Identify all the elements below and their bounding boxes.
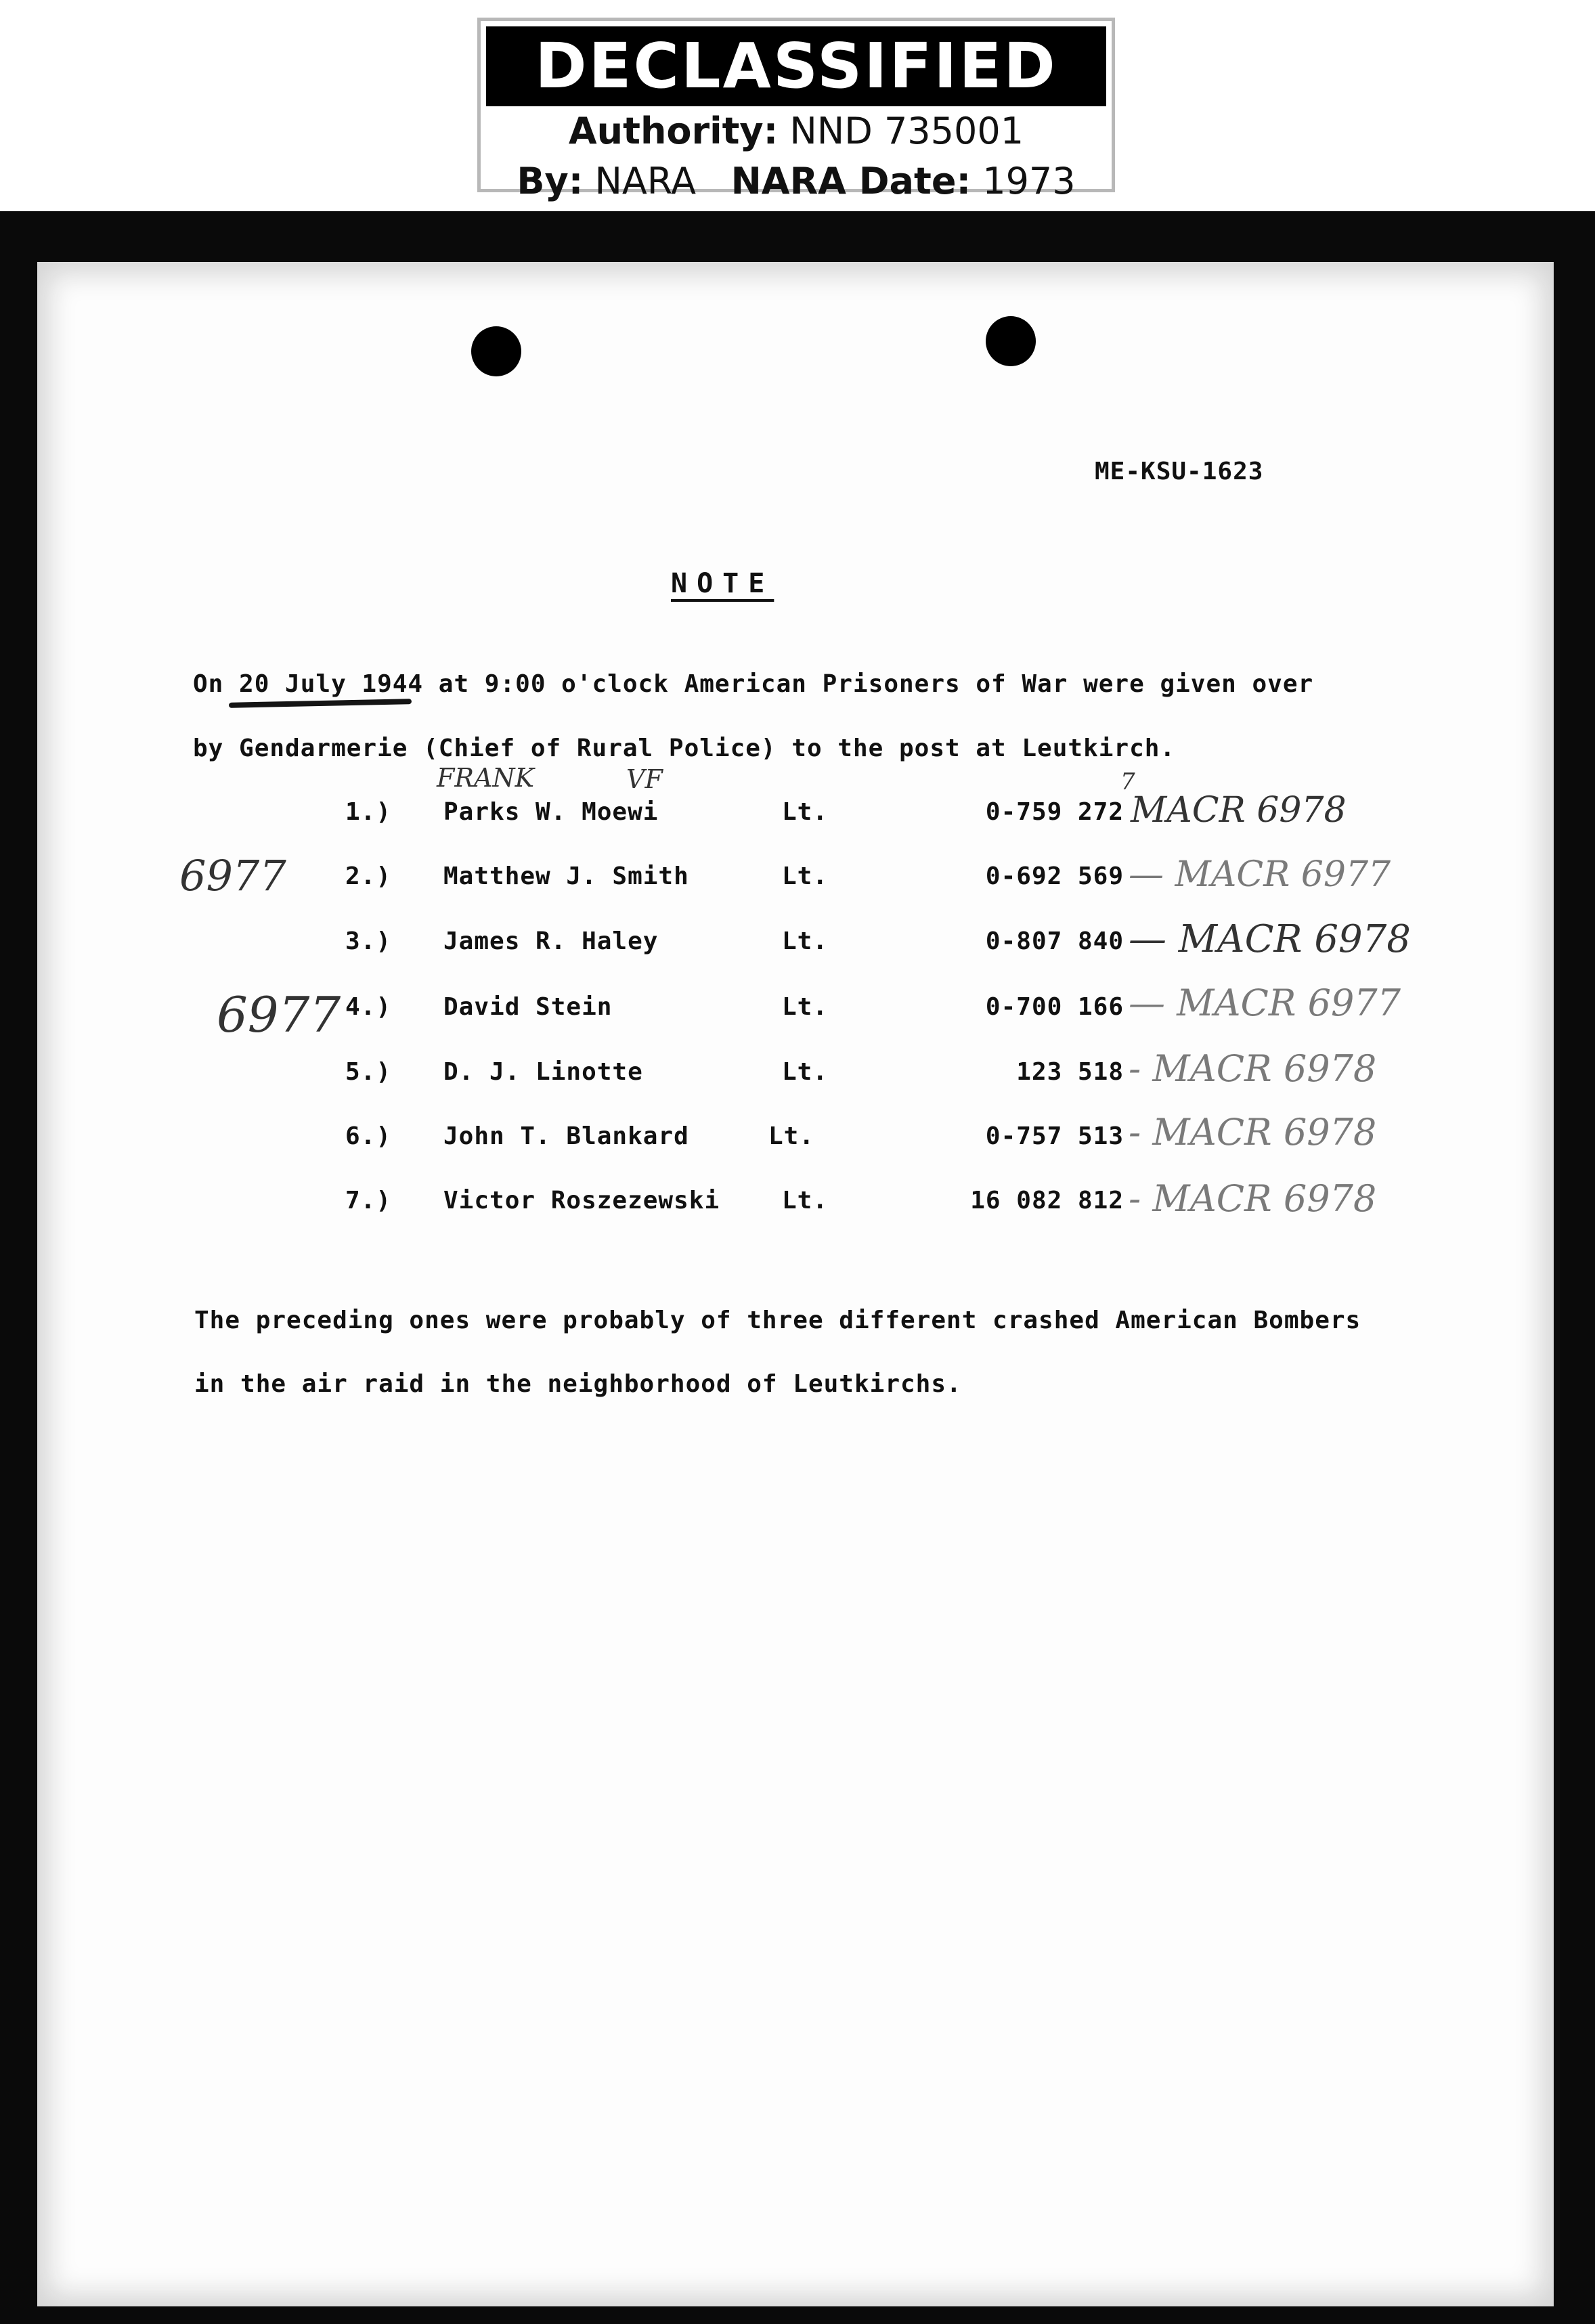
stamp-title: DECLASSIFIED — [486, 26, 1106, 106]
scan-frame — [0, 211, 1595, 2324]
stamp-authority-label: Authority: — [568, 110, 779, 152]
prisoner-serial: 0-692 569 — [985, 862, 1124, 890]
handwritten-initials: VF — [626, 764, 663, 794]
paragraph-1-line-2: by Gendarmerie (Chief of Rural Police) to the post at Leutkirch. — [193, 735, 1176, 762]
prisoner-name: Victor Roszezewski — [443, 1187, 720, 1214]
row-number: 7.) — [345, 1187, 392, 1214]
row-number: 5.) — [345, 1058, 392, 1086]
paragraph-2-line-2: in the air raid in the neighborhood of Leutkirchs. — [194, 1370, 962, 1398]
row-number: 1.) — [345, 798, 392, 826]
prisoner-serial: 123 518 — [1016, 1058, 1124, 1086]
prisoner-rank: Lt. — [782, 862, 829, 890]
punch-hole — [986, 316, 1036, 366]
prisoner-name: D. J. Linotte — [443, 1058, 643, 1086]
document-page — [37, 262, 1554, 2306]
prisoner-rank: Lt. — [782, 1187, 829, 1214]
prisoner-serial: 0-759 272 — [985, 798, 1124, 826]
stamp-by-line — [481, 160, 1112, 202]
prisoner-rank: Lt. — [782, 993, 829, 1021]
prisoner-serial: 0-807 840 — [985, 927, 1124, 955]
prisoner-serial: 0-700 166 — [985, 993, 1124, 1021]
row-number: 3.) — [345, 927, 392, 955]
prisoner-name: Parks W. Moewi — [443, 798, 659, 826]
paragraph-2-line-1: The preceding ones were probably of three different crashed American Bombers — [194, 1307, 1361, 1334]
prisoner-name: David Stein — [443, 993, 613, 1021]
handwritten-macr-note: — MACR 6978 — [1129, 917, 1411, 961]
handwritten-macr-note: - MACR 6978 — [1129, 1177, 1377, 1220]
stamp-authority-line — [481, 110, 1112, 152]
prisoner-rank: Lt. — [768, 1122, 815, 1150]
handwritten-margin-note: 6977 — [179, 851, 286, 900]
paragraph-1-line-1: On 20 July 1944 at 9:00 o'clock American Prisoners of War were given over — [193, 670, 1314, 698]
handwritten-name-correction: FRANK — [437, 763, 535, 793]
punch-hole — [471, 326, 521, 376]
handwritten-macr-note: - MACR 6978 — [1129, 1111, 1377, 1154]
stamp-authority-value: NND 735001 — [789, 110, 1024, 152]
handwritten-margin-note: 6977 — [217, 986, 341, 1043]
row-number: 4.) — [345, 993, 392, 1021]
handwritten-macr-note: - MACR 6978 — [1129, 1047, 1377, 1090]
prisoner-rank: Lt. — [782, 1058, 829, 1086]
prisoner-name: Matthew J. Smith — [443, 862, 689, 890]
stamp-date-label: NARA Date: — [730, 160, 971, 202]
handwritten-macr-note: — MACR 6977 — [1129, 854, 1391, 895]
handwritten-macr-note: MACR 6978 — [1131, 790, 1347, 831]
row-number: 6.) — [345, 1122, 392, 1150]
declassified-stamp — [477, 18, 1115, 202]
prisoner-serial: 0-757 513 — [985, 1122, 1124, 1150]
stamp-by-value: NARA — [594, 160, 697, 202]
prisoner-name: James R. Haley — [443, 927, 659, 955]
stamp-by-label: By: — [517, 160, 584, 202]
prisoner-serial: 16 082 812 — [970, 1187, 1124, 1214]
prisoner-rank: Lt. — [782, 927, 829, 955]
handwritten-serial-digit: 7 — [1120, 768, 1135, 795]
prisoner-rank: Lt. — [782, 798, 829, 826]
handwritten-date-underline — [229, 699, 412, 708]
handwritten-macr-note: — MACR 6977 — [1129, 982, 1401, 1024]
stamp-date-value: 1973 — [982, 160, 1076, 202]
row-number: 2.) — [345, 862, 392, 890]
document-reference: ME-KSU-1623 — [1095, 458, 1264, 485]
prisoner-name: John T. Blankard — [443, 1122, 689, 1150]
document-title: NOTE — [671, 568, 774, 599]
